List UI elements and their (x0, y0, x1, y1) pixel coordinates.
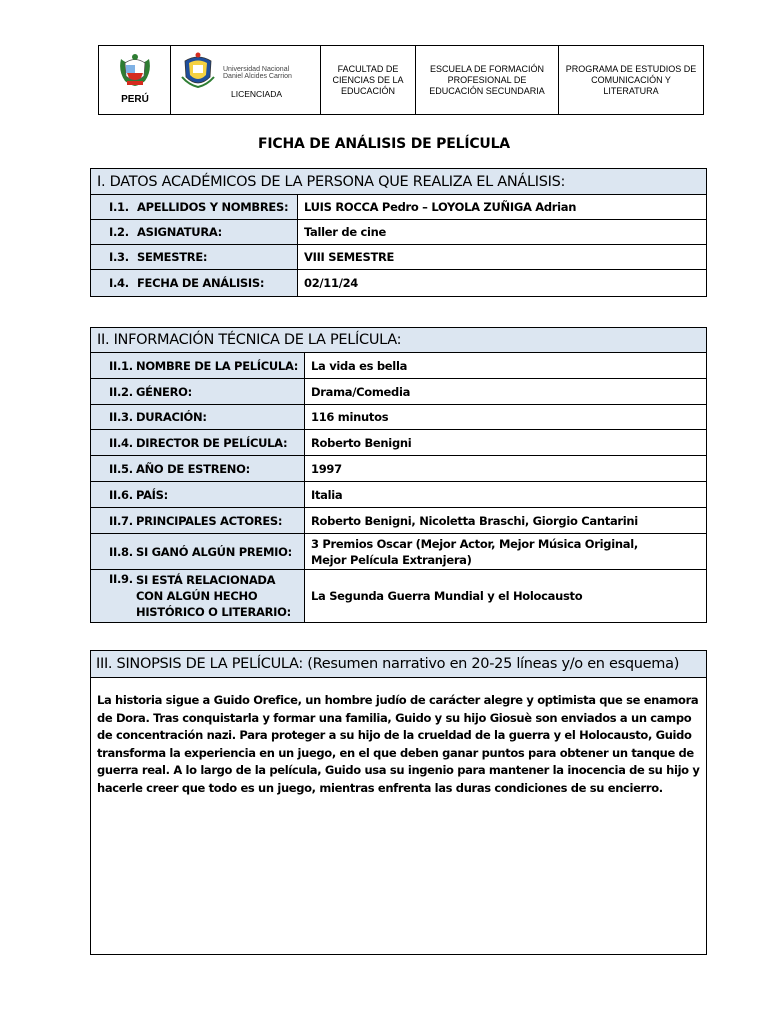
row-number: II.8. (109, 544, 133, 559)
row-value: Drama/Comedia (311, 384, 411, 399)
table-row (91, 220, 706, 245)
row-number: II.1. (109, 358, 133, 373)
row-number: II.6. (109, 487, 133, 502)
peru-coat-of-arms-icon (116, 51, 154, 89)
table-row (91, 245, 706, 270)
country-label: PERÚ (121, 94, 149, 105)
row-value: Taller de cine (304, 225, 387, 239)
row-label (91, 245, 298, 269)
table-row (91, 508, 706, 534)
school-label: ESCUELA DE FORMACIÓN PROFESIONAL DE EDUCACIÓN SECUNDARIA (429, 63, 545, 96)
row-label (91, 405, 305, 429)
section-synopsis (90, 650, 707, 955)
row-value: 1997 (311, 461, 342, 476)
section-heading: I. DATOS ACADÉMICOS DE LA PERSONA QUE REALIZA EL ANÁLISIS: (91, 169, 706, 195)
university-cell (171, 46, 321, 114)
row-value: Italia (311, 487, 343, 502)
row-number: I.3. (109, 250, 129, 264)
faculty-cell (321, 46, 416, 114)
row-number: II.4. (109, 435, 133, 450)
school-cell (416, 46, 559, 114)
faculty-label: FACULTAD DE CIENCIAS DE LA EDUCACIÓN (332, 63, 404, 96)
row-number: II.2. (109, 384, 133, 399)
row-label (91, 508, 305, 533)
row-label-text: DIRECTOR DE PELÍCULA: (136, 435, 288, 450)
row-label-text: NOMBRE DE LA PELÍCULA: (136, 358, 299, 373)
row-value: La Segunda Guerra Mundial y el Holocausto (311, 589, 583, 603)
peru-cell (99, 46, 171, 114)
row-value: Roberto Benigni, Nicoletta Braschi, Giorgio Cantarini (311, 513, 638, 528)
table-row (91, 353, 706, 379)
row-label-text: FECHA DE ANÁLISIS: (137, 276, 265, 290)
row-label (91, 456, 305, 481)
table-row (91, 534, 706, 570)
row-label (91, 482, 305, 507)
row-number: II.9. (109, 572, 133, 586)
row-value: 3 Premios Oscar (Mejor Actor, Mejor Música Original, Mejor Película Extranjera) (311, 536, 638, 567)
row-value: 02/11/24 (304, 276, 359, 290)
university-name-line1: Universidad Nacional (223, 66, 290, 73)
program-label: PROGRAMA DE ESTUDIOS DE COMUNICACIÓN Y LITERATURA (565, 63, 697, 96)
row-label-text: ASIGNATURA: (137, 225, 222, 239)
row-value: 116 minutos (311, 410, 389, 424)
document-title: FICHA DE ANÁLISIS DE PELÍCULA (258, 136, 510, 152)
row-label-text: DURACIÓN: (136, 410, 207, 424)
table-row (91, 430, 706, 456)
row-label (91, 195, 298, 219)
row-label-text: PRINCIPALES ACTORES: (136, 513, 283, 528)
row-label-text: SI ESTÁ RELACIONADA CON ALGÚN HECHO HISTÓRICO O LITERARIO: (136, 573, 291, 619)
row-number: I.4. (109, 276, 129, 290)
row-number: II.7. (109, 513, 133, 528)
section-academic-data (90, 168, 707, 297)
table-row (91, 379, 706, 405)
row-label (91, 430, 305, 455)
row-label-text: PAÍS: (136, 487, 168, 502)
row-label (91, 534, 305, 569)
program-cell (559, 46, 703, 114)
row-label (91, 220, 298, 244)
table-row (91, 482, 706, 508)
row-number: I.1. (109, 200, 129, 214)
table-row (91, 405, 706, 430)
row-label-text: GÉNERO: (136, 384, 192, 399)
row-number: II.3. (109, 410, 133, 424)
table-row (91, 570, 706, 622)
row-label-text: SEMESTRE: (137, 250, 208, 264)
section-heading: III. SINOPSIS DE LA PELÍCULA: (Resumen narrativo en 20-25 líneas y/o en esquema) (91, 651, 706, 678)
university-name-line2: Daniel Alcides Carrion (223, 73, 292, 80)
row-label (91, 270, 298, 296)
row-label (91, 379, 305, 404)
row-label-text: AÑO DE ESTRENO: (136, 461, 250, 476)
table-row (91, 456, 706, 482)
row-number: I.2. (109, 225, 129, 239)
row-label-text: SI GANÓ ALGÚN PREMIO: (136, 544, 292, 559)
row-value: VIII SEMESTRE (304, 250, 395, 264)
licensed-label: LICENCIADA (231, 89, 283, 99)
header-table (98, 45, 704, 115)
row-value: LUIS ROCCA Pedro – LOYOLA ZUÑIGA Adrian (304, 200, 577, 214)
row-label-text: APELLIDOS Y NOMBRES: (137, 200, 289, 214)
university-crest-icon (179, 51, 217, 91)
row-value: La vida es bella (311, 358, 408, 373)
section-heading: II. INFORMACIÓN TÉCNICA DE LA PELÍCULA: (91, 328, 706, 353)
section-technical-info (90, 327, 707, 623)
row-label (91, 353, 305, 378)
table-row (91, 270, 706, 296)
row-value: Roberto Benigni (311, 435, 412, 450)
synopsis-text: La historia sigue a Guido Orefice, un hombre judío de carácter alegre y optimista que se enamora de Dora. Tras conquistarla y formar una familia, Guido y su hijo Giosuè son enviados a un campo de concentración nazi. Para proteger a su hijo de la crueldad de la guerra y el Holocausto, Guido transforma la experiencia en un juego, en el que deben ganar puntos para obtener un tanque de guerra real. A lo largo de la película, Guido usa su ingenio para mantener la inocencia de su hijo y hacerle creer que todo es un juego, mientras enfrenta las duras condiciones de su encierro. (97, 693, 700, 795)
row-number: II.5. (109, 461, 133, 476)
row-label (91, 570, 305, 622)
table-row (91, 195, 706, 220)
